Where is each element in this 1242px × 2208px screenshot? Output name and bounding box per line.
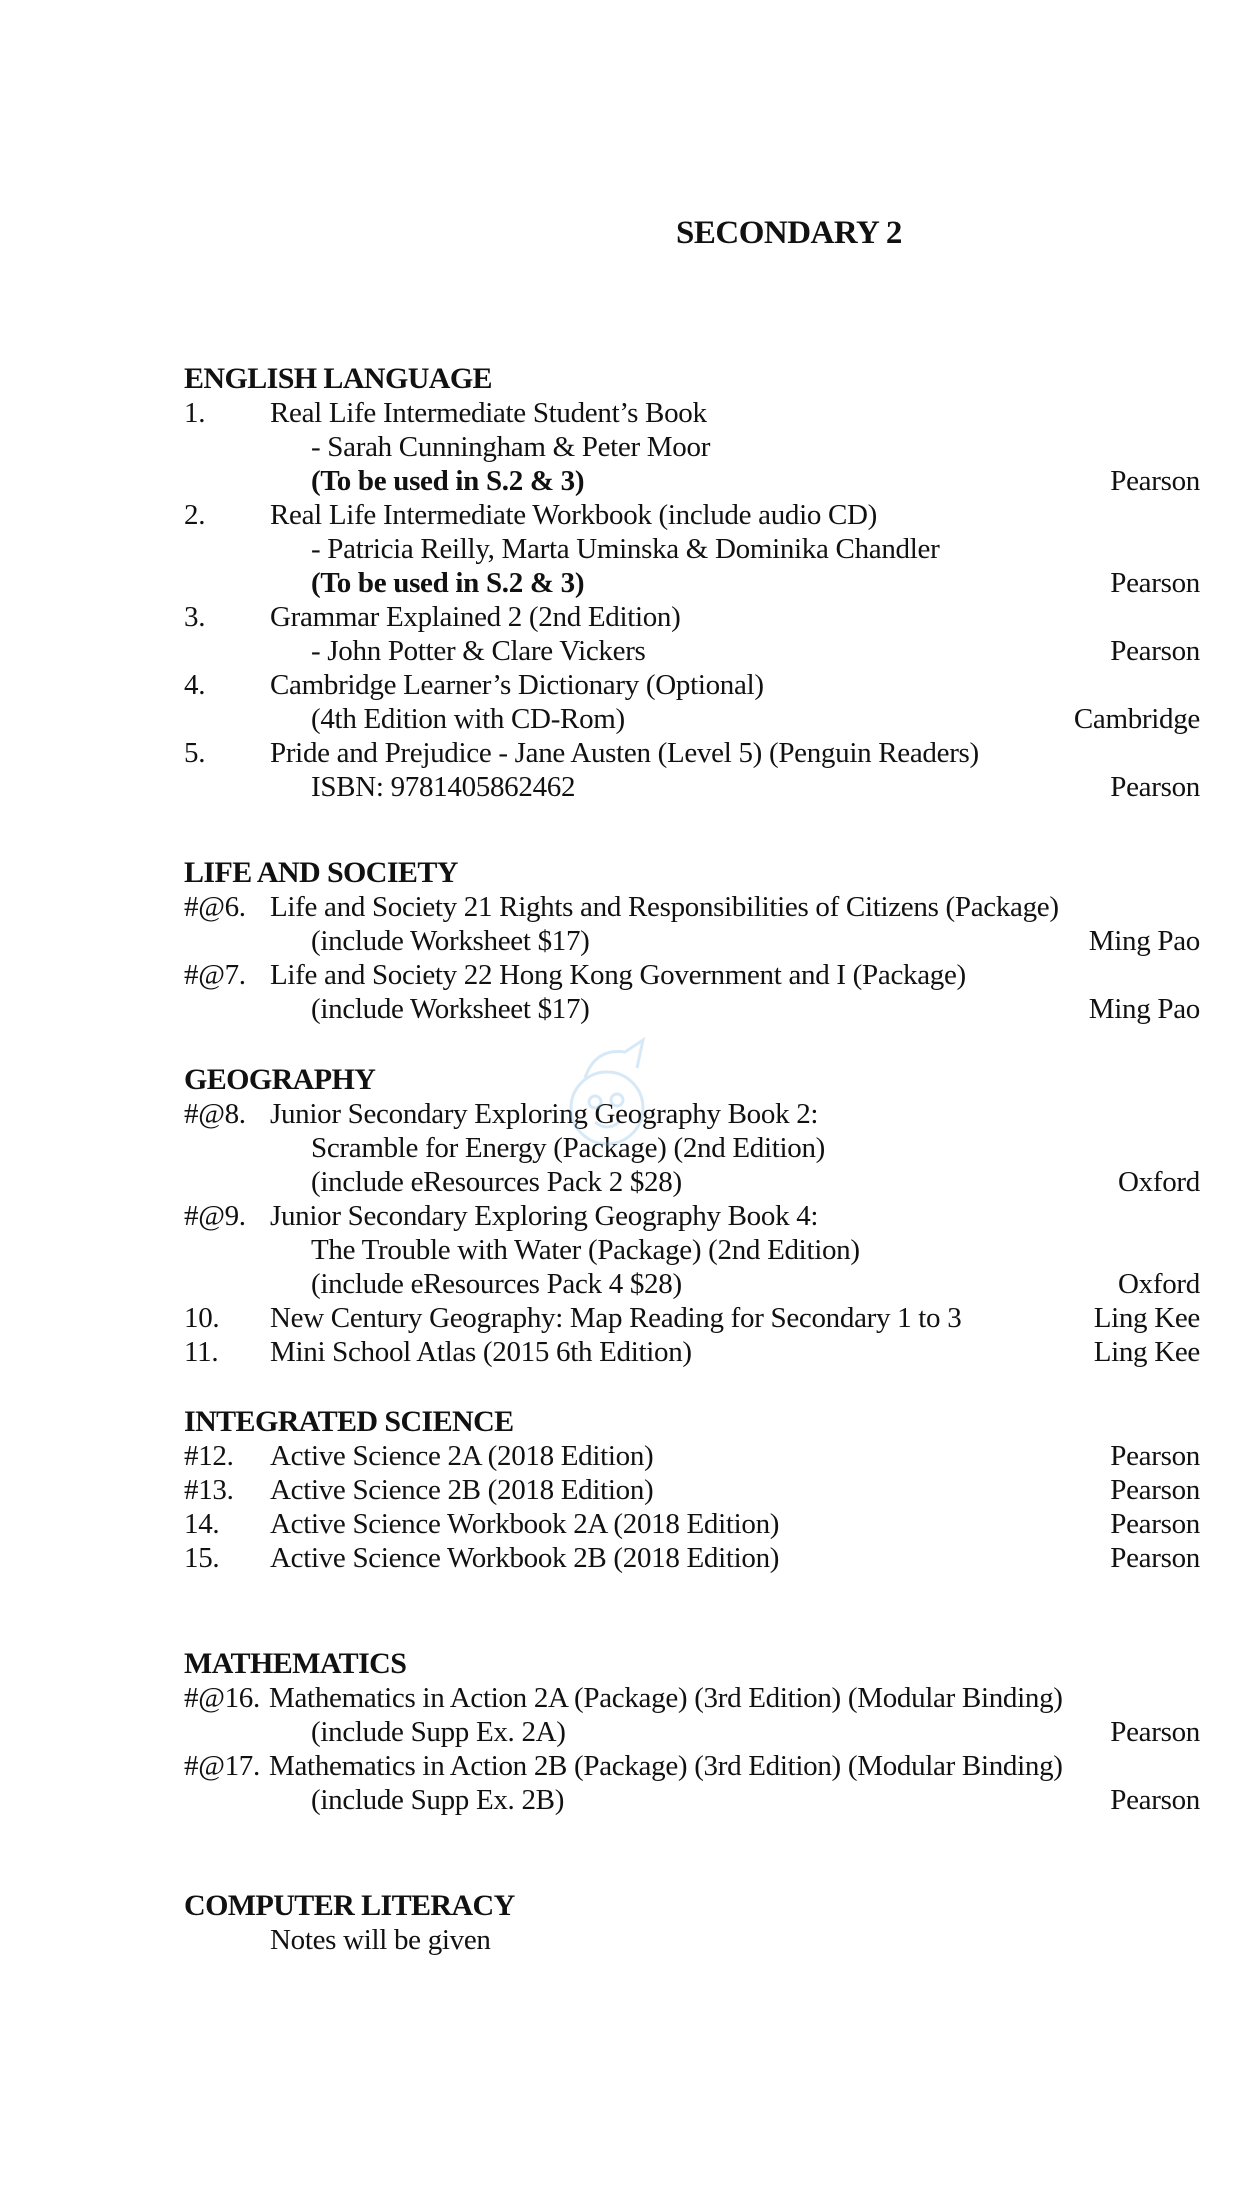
book-line: [184, 1233, 1200, 1267]
book-title: Life and Society 22 Hong Kong Government and I (Package): [270, 959, 966, 991]
book-line: [184, 1923, 1200, 1957]
section-heading: MATHEMATICS: [184, 1647, 407, 1680]
book-title: Active Science Workbook 2A (2018 Edition): [270, 1508, 780, 1540]
book-line: [184, 634, 1200, 668]
book-line: [184, 1199, 1200, 1233]
book-title: Real Life Intermediate Student’s Book: [270, 397, 707, 429]
book-item: [184, 1473, 1200, 1507]
book-line: [184, 924, 1200, 958]
item-number: #13.: [184, 1474, 234, 1506]
publisher: Pearson: [1110, 567, 1200, 599]
publisher: Ming Pao: [1088, 993, 1200, 1025]
publisher: Pearson: [1110, 635, 1200, 667]
book-detail: - John Potter & Clare Vickers: [311, 635, 646, 667]
book-title: Real Life Intermediate Workbook (include audio CD): [270, 499, 878, 531]
book-detail: (include Supp Ex. 2B): [311, 1784, 565, 1816]
publisher: Pearson: [1110, 771, 1200, 803]
item-number: 15.: [184, 1542, 220, 1574]
book-detail: (include eResources Pack 4 $28): [311, 1268, 682, 1300]
book-line: [184, 430, 1200, 464]
publisher: Pearson: [1110, 1474, 1200, 1506]
book-detail: (include Worksheet $17): [311, 993, 590, 1025]
book-line: [184, 1131, 1200, 1165]
book-item: [184, 396, 1200, 498]
book-detail: Scramble for Energy (Package) (2nd Edition): [311, 1132, 826, 1164]
book-title: Junior Secondary Exploring Geography Book 2:: [270, 1098, 819, 1130]
book-title: Mini School Atlas (2015 6th Edition): [270, 1336, 692, 1368]
book-line: [184, 1097, 1200, 1131]
publisher: Pearson: [1110, 1542, 1200, 1574]
book-line: [184, 566, 1200, 600]
section-computer-literacy: [184, 1889, 1200, 1957]
book-item: [184, 958, 1200, 1026]
book-title: Active Science 2B (2018 Edition): [270, 1474, 654, 1506]
book-item: [184, 1335, 1200, 1369]
publisher: Pearson: [1110, 1508, 1200, 1540]
publisher: Oxford: [1118, 1268, 1200, 1300]
book-line: [184, 992, 1200, 1026]
book-line: [184, 890, 1200, 924]
book-line: [184, 1681, 1200, 1715]
item-number: #@8.: [184, 1098, 246, 1130]
item-number: 1.: [184, 397, 206, 429]
book-line: [184, 702, 1200, 736]
section-heading: INTEGRATED SCIENCE: [184, 1405, 514, 1438]
page-title: SECONDARY 2: [676, 215, 902, 251]
section-heading: LIFE AND SOCIETY: [184, 856, 458, 889]
section-heading: ENGLISH LANGUAGE: [184, 362, 492, 395]
item-number: 11.: [184, 1336, 219, 1368]
book-line: [184, 1165, 1200, 1199]
book-item: [184, 1749, 1200, 1817]
book-item: [184, 1507, 1200, 1541]
book-line: [184, 1749, 1200, 1783]
book-line: [184, 736, 1200, 770]
item-number: #@6.: [184, 891, 246, 923]
book-item: [184, 668, 1200, 736]
book-line: [184, 770, 1200, 804]
item-number: #@7.: [184, 959, 246, 991]
book-item: [184, 600, 1200, 668]
book-line: [184, 1715, 1200, 1749]
book-detail: ISBN: 9781405862462: [311, 771, 576, 803]
section-mathematics: [184, 1647, 1200, 1817]
section-life-and-society: [184, 856, 1200, 1026]
book-detail: (4th Edition with CD-Rom): [311, 703, 625, 735]
publisher: Cambridge: [1073, 703, 1200, 735]
book-line: [184, 600, 1200, 634]
book-line: [184, 1439, 1200, 1473]
book-item: [184, 1097, 1200, 1199]
book-line: [184, 532, 1200, 566]
publisher: Pearson: [1110, 1440, 1200, 1472]
publisher: Ling Kee: [1093, 1302, 1200, 1334]
book-item: [184, 1199, 1200, 1301]
item-number: #12.: [184, 1440, 234, 1472]
book-line: [184, 1301, 1200, 1335]
item-number: 10.: [184, 1302, 220, 1334]
book-item: [184, 498, 1200, 600]
book-title: Mathematics in Action 2A (Package) (3rd Edition) (Modular Binding): [269, 1682, 1063, 1714]
item-number: 3.: [184, 601, 206, 633]
publisher: Pearson: [1110, 465, 1200, 497]
book-item: [184, 890, 1200, 958]
book-line: [184, 1335, 1200, 1369]
book-title: Pride and Prejudice - Jane Austen (Level 5) (Penguin Readers): [270, 737, 979, 769]
book-title: Junior Secondary Exploring Geography Book 4:: [270, 1200, 819, 1232]
book-item: [184, 1681, 1200, 1749]
book-item: [184, 1301, 1200, 1335]
book-detail: (include Supp Ex. 2A): [311, 1716, 566, 1748]
book-detail: The Trouble with Water (Package) (2nd Edition): [311, 1234, 860, 1266]
book-detail: - Sarah Cunningham & Peter Moor: [311, 431, 711, 463]
book-item: [184, 1541, 1200, 1575]
book-detail: - Patricia Reilly, Marta Uminska & Dominika Chandler: [311, 533, 940, 565]
item-number: #@16.: [184, 1682, 260, 1714]
book-line: [184, 1473, 1200, 1507]
book-title: Active Science Workbook 2B (2018 Edition): [270, 1542, 780, 1574]
section-geography: [184, 1063, 1200, 1369]
publisher: Oxford: [1118, 1166, 1200, 1198]
item-number: #@17.: [184, 1750, 260, 1782]
publisher: Ling Kee: [1093, 1336, 1200, 1368]
book-title: Notes will be given: [270, 1924, 491, 1956]
book-title: Cambridge Learner’s Dictionary (Optional): [270, 669, 764, 701]
book-detail: (include Worksheet $17): [311, 925, 590, 957]
book-detail: (To be used in S.2 & 3): [311, 465, 585, 497]
section-english-language: [184, 362, 1200, 804]
section-heading: COMPUTER LITERACY: [184, 1889, 515, 1922]
book-line: [184, 1783, 1200, 1817]
section-heading: GEOGRAPHY: [184, 1063, 376, 1096]
book-detail: (include eResources Pack 2 $28): [311, 1166, 682, 1198]
publisher: Pearson: [1110, 1784, 1200, 1816]
book-item: [184, 1923, 1200, 1957]
book-line: [184, 1541, 1200, 1575]
book-item: [184, 736, 1200, 804]
publisher: Ming Pao: [1088, 925, 1200, 957]
book-title: Active Science 2A (2018 Edition): [270, 1440, 654, 1472]
book-line: [184, 1267, 1200, 1301]
item-number: #@9.: [184, 1200, 246, 1232]
book-line: [184, 1507, 1200, 1541]
book-detail: (To be used in S.2 & 3): [311, 567, 585, 599]
section-integrated-science: [184, 1405, 1200, 1575]
book-line: [184, 958, 1200, 992]
book-title: Life and Society 21 Rights and Responsibilities of Citizens (Package): [270, 891, 1059, 923]
book-item: [184, 1439, 1200, 1473]
book-line: [184, 464, 1200, 498]
book-line: [184, 668, 1200, 702]
book-title: New Century Geography: Map Reading for Secondary 1 to 3: [270, 1302, 962, 1334]
item-number: 5.: [184, 737, 206, 769]
book-title: Mathematics in Action 2B (Package) (3rd Edition) (Modular Binding): [269, 1750, 1063, 1782]
mascot-watermark-icon: [555, 1030, 665, 1160]
book-line: [184, 498, 1200, 532]
book-title: Grammar Explained 2 (2nd Edition): [270, 601, 681, 633]
publisher: Pearson: [1110, 1716, 1200, 1748]
item-number: 2.: [184, 499, 206, 531]
book-line: [184, 396, 1200, 430]
item-number: 4.: [184, 669, 206, 701]
item-number: 14.: [184, 1508, 220, 1540]
